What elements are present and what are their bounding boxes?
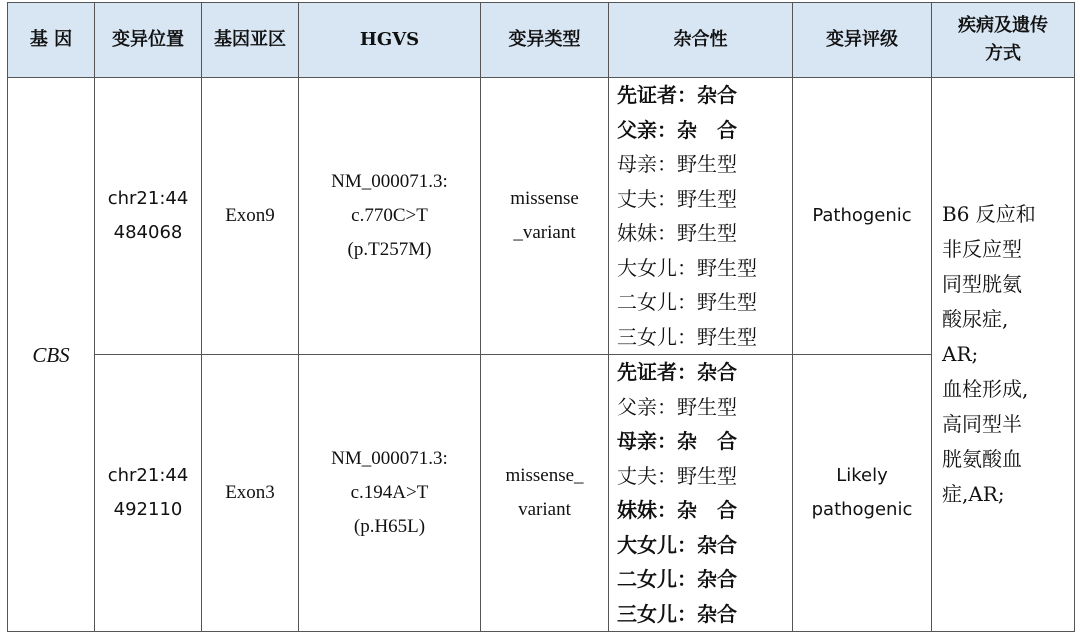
disease-line: 高同型半 (942, 412, 1022, 436)
zygosity-line: 二女儿：野生型 (617, 290, 757, 314)
hgvs-line: NM_000071.3: (331, 171, 448, 192)
disease-line: 血栓形成, (942, 377, 1029, 401)
rating-line: Likely (836, 465, 888, 486)
variant-table (7, 2, 1075, 632)
hgvs-cell (299, 355, 481, 632)
rating-cell (793, 355, 932, 632)
zygosity-line: 妹妹：野生型 (617, 221, 737, 245)
zygosity-line: 父亲：杂 合 (617, 117, 737, 142)
zygosity-line: 母亲：杂 合 (617, 429, 737, 453)
type-line: variant (518, 499, 571, 520)
rating-line: pathogenic (811, 499, 913, 520)
zygosity-line: 妹妹：杂 合 (617, 498, 737, 522)
zygosity-line: 丈夫：野生型 (617, 463, 737, 488)
zygosity-line: 父亲：野生型 (617, 394, 737, 419)
subregion-cell: Exon3 (202, 355, 299, 632)
hgvs-line: (p.T257M) (347, 239, 432, 260)
header-hgvs: HGVS (299, 3, 481, 78)
header-variant-type: 变异类型 (481, 3, 609, 78)
position-line: chr21:44 (107, 465, 189, 486)
hgvs-line: (p.H65L) (353, 516, 426, 537)
hgvs-line: c.194A>T (350, 482, 429, 503)
zygosity-line: 大女儿：杂合 (617, 532, 737, 557)
zygosity-line: 二女儿：杂合 (617, 567, 737, 591)
position-line: 484068 (113, 222, 183, 243)
disease-line: B6 反应和 (942, 202, 1036, 226)
zygosity-cell (609, 78, 793, 355)
zygosity-line: 母亲：野生型 (617, 152, 737, 176)
zygosity-line: 三女儿：野生型 (617, 324, 757, 349)
zygosity-line: 先证者：杂合 (617, 83, 737, 107)
disease-line: 同型胱氨 (942, 272, 1022, 296)
header-zygosity: 杂合性 (609, 3, 793, 78)
zygosity-line: 先证者：杂合 (617, 360, 737, 384)
hgvs-line: c.770C>T (351, 205, 428, 226)
disease-line: 酸尿症, (942, 307, 1009, 331)
type-line: _variant (513, 222, 576, 243)
header-gene: 基 因 (8, 3, 95, 78)
rating-cell (793, 78, 932, 355)
disease-line: 胱氨酸血 (942, 447, 1022, 471)
variant-type-cell (481, 355, 609, 632)
position-line: chr21:44 (107, 188, 189, 209)
disease-line: 症,AR; (942, 482, 1005, 506)
variant-type-cell (481, 78, 609, 355)
table-row (8, 78, 1075, 355)
disease-line: AR; (942, 342, 979, 366)
header-disease: 疾病及遗传方式 (932, 3, 1075, 78)
header-subregion: 基因亚区 (202, 3, 299, 78)
type-line: missense_ (505, 465, 584, 486)
disease-cell (932, 78, 1075, 632)
hgvs-line: NM_000071.3: (331, 448, 448, 469)
zygosity-line: 大女儿：野生型 (617, 255, 757, 280)
subregion-cell: Exon9 (202, 78, 299, 355)
hgvs-cell (299, 78, 481, 355)
disease-line: 非反应型 (942, 237, 1022, 261)
position-line: 492110 (113, 499, 183, 520)
position-cell (95, 78, 202, 355)
gene-cell: CBS (8, 78, 95, 632)
type-line: missense (510, 188, 579, 209)
table-row (8, 355, 1075, 632)
header-position: 变异位置 (95, 3, 202, 78)
header-rating: 变异评级 (793, 3, 932, 78)
rating-line: Pathogenic (812, 205, 912, 226)
zygosity-line: 丈夫：野生型 (617, 186, 737, 211)
header-row (8, 3, 1075, 78)
zygosity-cell (609, 355, 793, 632)
position-cell (95, 355, 202, 632)
zygosity-line: 三女儿：杂合 (617, 601, 737, 626)
